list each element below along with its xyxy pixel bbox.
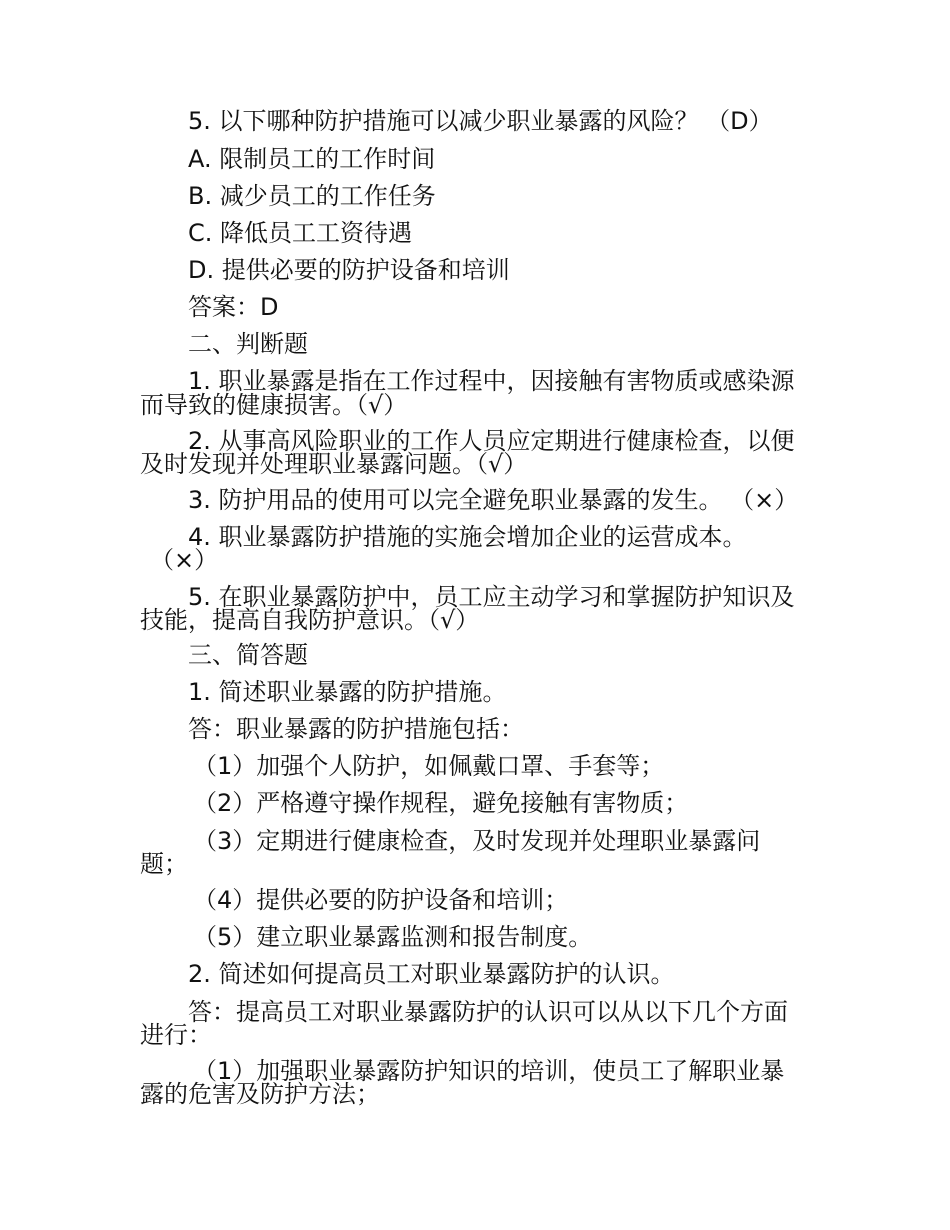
option-d: D. 提供必要的防护设备和培训 <box>188 256 510 284</box>
text-line <box>0 325 950 363</box>
measure-item: （2）严格遵守操作规程，避免接触有害物质； <box>193 789 689 817</box>
text-line <box>0 784 950 822</box>
text-line <box>0 955 950 993</box>
text-line <box>0 214 950 252</box>
text-line <box>0 449 950 479</box>
text-line <box>0 1020 950 1050</box>
judgment-item-5: 5. 在职业暴露防护中，员工应主动学习和掌握防护知识及 <box>188 583 795 611</box>
short-answer-question-2: 2. 简述如何提高员工对职业暴露防护的认识。 <box>188 960 675 988</box>
measure-item: （5）建立职业暴露监测和报告制度。 <box>193 923 593 951</box>
measure-item: （1）加强职业暴露防护知识的培训，使员工了解职业暴 <box>193 1057 785 1085</box>
text-line <box>0 918 950 956</box>
judgment-item-4-cont: （×） <box>150 546 219 574</box>
text-line <box>0 177 950 215</box>
option-c: C. 降低员工工资待遇 <box>188 219 413 247</box>
text-line <box>0 102 950 140</box>
section-heading: 三、简答题 <box>188 641 308 669</box>
text-line <box>0 849 950 879</box>
text-line <box>0 481 950 519</box>
short-answer-2-intro: 答：提高员工对职业暴露防护的认识可以从以下几个方面 <box>188 998 788 1026</box>
judgment-item-2: 2. 从事高风险职业的工作人员应定期进行健康检查，以便 <box>188 427 795 455</box>
question-5-stem: 5. 以下哪种防护措施可以减少职业暴露的风险？ （D） <box>188 107 773 135</box>
option-a: A. 限制员工的工作时间 <box>188 145 436 173</box>
text-line <box>0 747 950 785</box>
section-heading: 二、判断题 <box>188 330 308 358</box>
judgment-item-5-cont: 技能，提高自我防护意识。（√） <box>140 606 480 634</box>
judgment-item-1-cont: 而导致的健康损害。（√） <box>140 391 408 419</box>
short-answer-2-intro-cont: 进行： <box>140 1021 212 1049</box>
text-line <box>0 288 950 326</box>
text-line <box>0 1079 950 1109</box>
text-line <box>0 390 950 420</box>
short-answer-question-1: 1. 简述职业暴露的防护措施。 <box>188 678 507 706</box>
option-b: B. 减少员工的工作任务 <box>188 182 436 210</box>
answer-line: 答案：D <box>188 293 279 321</box>
measure-item-cont: 题； <box>140 850 188 878</box>
text-line <box>0 673 950 711</box>
text-line <box>0 881 950 919</box>
measure-item: （3）定期进行健康检查，及时发现并处理职业暴露问 <box>193 827 761 855</box>
measure-item: （1）加强个人防护，如佩戴口罩、手套等； <box>193 752 665 780</box>
text-line <box>0 710 950 748</box>
judgment-item-3: 3. 防护用品的使用可以完全避免职业暴露的发生。 （×） <box>188 486 799 514</box>
judgment-item-1: 1. 职业暴露是指在工作过程中，因接触有害物质或感染源 <box>188 367 795 395</box>
short-answer-1-intro: 答：职业暴露的防护措施包括： <box>188 715 524 743</box>
text-line <box>0 545 950 575</box>
text-line <box>0 251 950 289</box>
text-line <box>0 140 950 178</box>
measure-item-cont: 露的危害及防护方法； <box>140 1080 380 1108</box>
judgment-item-2-cont: 及时发现并处理职业暴露问题。（√） <box>140 450 528 478</box>
judgment-item-4: 4. 职业暴露防护措施的实施会增加企业的运营成本。 <box>188 523 747 551</box>
text-line <box>0 605 950 635</box>
measure-item: （4）提供必要的防护设备和培训； <box>193 886 569 914</box>
text-line <box>0 636 950 674</box>
